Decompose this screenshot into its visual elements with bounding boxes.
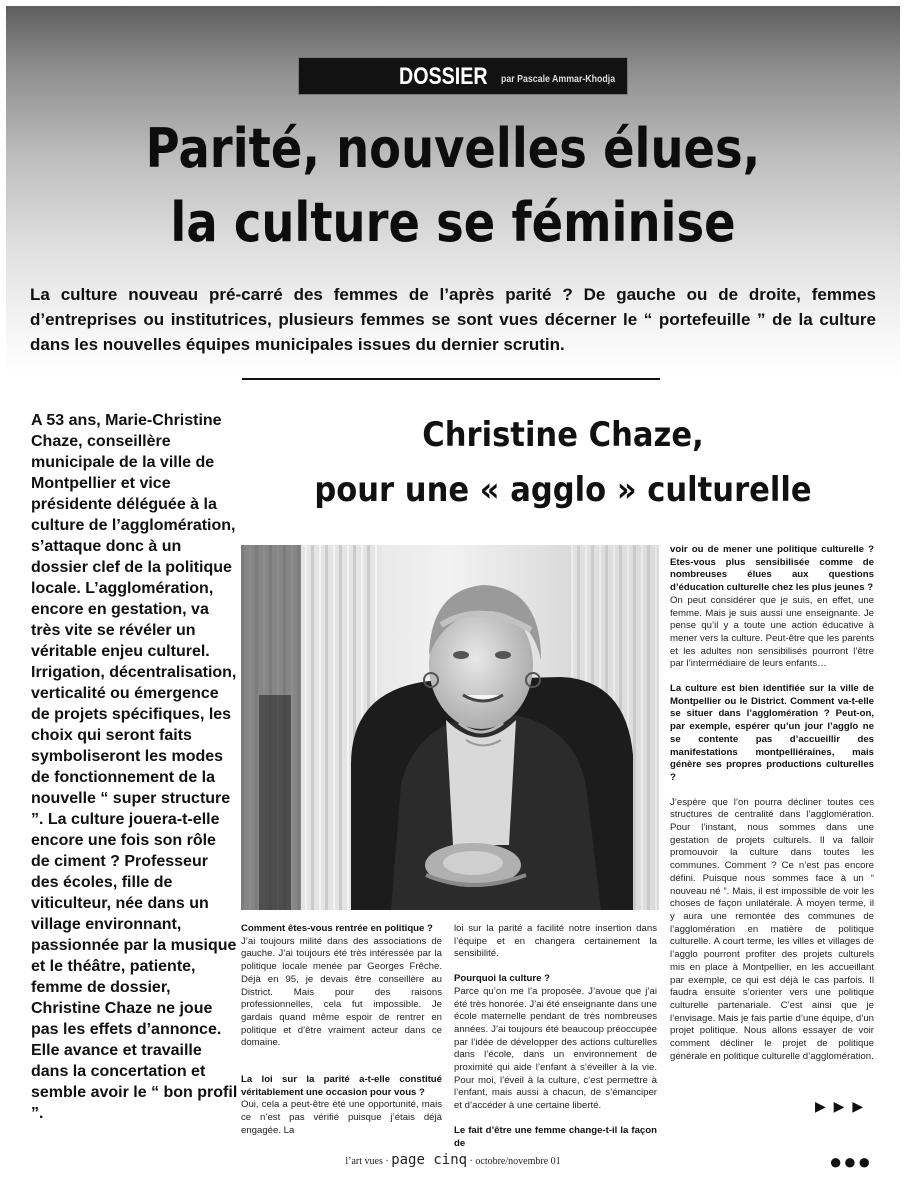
page-footer [0,1152,906,1168]
interview-question: Le fait d’être une femme change-t-il la façon de [454,1124,657,1149]
portrait-photo-illustration [241,545,659,910]
intro-standfirst: La culture nouveau pré-carré des femmes de l’après parité ? De gauche ou de droite, femmes d’entreprises ou institutrices, plusieurs femmes se sont vues décerner le “ portefeuille ” de la culture dans les nouvelles équipes municipales issues du dernier scrutin. [30,285,876,354]
footer-date: · octobre/novembre 01 [469,1156,561,1167]
interview-answer: On peut considérer que je suis, en effet, une femme. Mais je suis aussi une enseignante. Je pense qu’il y a toute une action éducative à mener vers la culture. Peut-être que les parents et les adultes non sensibilisés pourront l’être par l’intermédiaire de leurs enfants… [670,594,874,670]
article-headline [298,408,829,518]
left-column-lead: A 53 ans, Marie-Christine Chaze, conseillère municipale de la ville de Montpellier et vice présidente déléguée à la culture de l’agglomération, s’attaque donc à un dossier clef de la politique locale. L’agglomération, encore en gestation, va très vite se révéler un véritable enjeu culturel. Irrigation, décentralisation, verticalité ou émergence de projets spécifiques, les choix qui seront faits symboliseront les modes de fonctionnement de la nouvelle “ super structure ”. La culture jouera-t-elle encore une fois son rôle de ciment ? Professeur des écoles, fille de viticulteur, née dans un village environnant, passionnée par la musique et le théâtre, patiente, femme de dossier, Christine Chaze ne joue pas les effets d’annonce. Elle avance et travaille dans la concertation et semble avoir le “ bon profil ”. [31,412,238,1122]
continue-arrows-icon: ▶ ▶ ▶ [815,1098,866,1114]
end-dots-icon: ●●● [829,1149,872,1174]
interview-answer: J’ai toujours milité dans des associations de gauche. J’ai toujours été très intéressée par la politique locale menée par Georges Frêche. Déjà en 95, je devais être conseillère au District. Mais pour des raisons professionnelles, cela fut impossible. Je gardais quand même espoir de rentrer en politique et d’être vraiment acteur dans ce domaine. [241,935,442,1049]
interview-answer: J’espère que l’on pourra décliner toutes ces structures de centralité dans l’agglomération. Pour l’instant, nous sommes dans une gestation de projets culturels. Il va falloir promouvoir la culture dans toutes les communes. Comment ? Ce n’est pas encore défini. Puisque nous sommes face à un “ nouveau né ”. Mais, il est impossible de voir les choses de façon unilatérale. À moyen terme, il y aura une remontée des communes de l’agglomération en matière de politique culturelle. A court terme, les villes et villages de l’agglo pourront profiter des projets culturels mis en place à Montpellier, en les accueillant par exemple, ce qui est déjà le cas parfois. Il faudra ensuite s’orienter vers une politique culturelle partenariale. C’est ainsi que je l’envisage. Mais je fais partie d’une équipe, d’un projet politique. Nous allons essayer de voir comment décliner le projet de politique générale en politique culturelle d’agglomération. [670,796,874,1062]
text-column-3 [670,544,874,1063]
article-headline-line-2: pour une « agglo » culturelle [314,470,812,510]
text-column-1 [241,923,442,1138]
section-label: DOSSIER [399,63,488,90]
author-byline: par Pascale Ammar-Khodja [501,74,616,85]
interview-question: La culture est bien identifiée sur la ville de Montpellier ou le District. Comment va-t-elle se situer dans l’agglomération ? Peut-on, par exemple, espérer qu’un jour l’agglo ne se contente pas d’accueillir des manifestations montpelliéraines, mais génère ses propres productions culturelles ? [670,683,874,783]
footer-magazine-name: l’art vues · [345,1156,389,1167]
portrait-photo [241,545,659,910]
text-column-2 [454,923,657,1150]
divider-rule [242,378,660,380]
main-headline-line-1: Parité, nouvelles élues, [145,117,761,180]
interview-answer: Oui, cela a peut-être été une opportunité, mais ce n’est pas vérifié puisque j’étais déjà engagée. La [241,1099,442,1136]
article-headline-line-1: Christine Chaze, [422,415,704,455]
interview-question: La loi sur la parité a-t-elle constitué véritablement une occasion pour vous ? [241,1074,442,1098]
main-headline [63,112,842,260]
interview-answer: Parce qu’on me l’a proposée. J’avoue que j’ai été très honorée. J’ai été enseignante dans une école maternelle pendant de très nombreuses années. J’ai toujours été beaucoup préoccupée par l’idée de développer des actions culturelles dans l’école, dans un environnement de proximité qui aide l’enfant à s’éveiller à la vie. Pour moi, l’éveil à la culture, c’est permettre à l’enfant, mais aussi à chacun, de s’émanciper et d’accéder à une certaine liberté. [454,985,657,1112]
interview-answer: loi sur la parité a facilité notre insertion dans l’équipe et en changera certainement la sensibilité. [454,923,657,960]
section-banner [298,57,628,95]
interview-question: voir ou de mener une politique culturelle ? Etes-vous plus sensibilisée comme de nombreuses élues aux questions d’éducation culturelle chez les plus jeunes ? [670,544,874,594]
footer-page-number: page cinq [391,1152,468,1168]
main-headline-line-2: la culture se féminise [170,191,736,254]
interview-question: Comment êtes-vous rentrée en politique ? [241,923,433,934]
interview-question: Pourquoi la culture ? [454,973,550,985]
